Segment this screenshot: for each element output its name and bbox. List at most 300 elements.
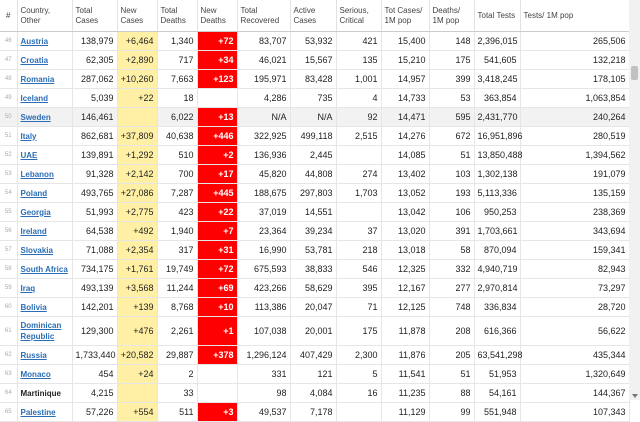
- serious-critical-cell: 546: [336, 260, 381, 279]
- country-link[interactable]: South Africa: [20, 264, 68, 274]
- total-cases-cell: 138,979: [72, 32, 117, 51]
- new-cases-cell: +27,086: [117, 184, 157, 203]
- row-number: 50: [0, 108, 17, 127]
- new-deaths-cell: [197, 365, 237, 384]
- country-link[interactable]: Russia: [20, 350, 47, 360]
- total-deaths-cell: 8,768: [157, 298, 197, 317]
- table-row: [0, 317, 629, 346]
- tests-per-1m-cell: 144,367: [520, 384, 629, 403]
- total-deaths-cell: 2: [157, 365, 197, 384]
- new-deaths-cell: +69: [197, 279, 237, 298]
- serious-critical-cell: 1,703: [336, 184, 381, 203]
- table-body: [0, 32, 629, 422]
- table-header-row: [0, 0, 629, 32]
- row-number: 56: [0, 222, 17, 241]
- tot-cases-per-1m-cell: 12,125: [381, 298, 429, 317]
- row-number: 48: [0, 70, 17, 89]
- row-number: 59: [0, 279, 17, 298]
- country-link[interactable]: Slovakia: [20, 245, 53, 255]
- total-cases-cell: 146,461: [72, 108, 117, 127]
- row-number: 57: [0, 241, 17, 260]
- tests-per-1m-cell: 73,297: [520, 279, 629, 298]
- total-tests-cell: 2,396,015: [474, 32, 520, 51]
- total-cases-cell: 5,039: [72, 89, 117, 108]
- header-deaths-per-1m[interactable]: Deaths/ 1M pop: [429, 0, 474, 32]
- deaths-per-1m-cell: 748: [429, 298, 474, 317]
- new-cases-cell: +3,568: [117, 279, 157, 298]
- total-cases-cell: 493,139: [72, 279, 117, 298]
- total-tests-cell: 870,094: [474, 241, 520, 260]
- country-cell: [17, 32, 72, 51]
- vertical-scrollbar[interactable]: [629, 0, 640, 400]
- new-deaths-cell: +3: [197, 403, 237, 422]
- table-row: [0, 89, 629, 108]
- total-cases-cell: 493,765: [72, 184, 117, 203]
- total-deaths-cell: 2,261: [157, 317, 197, 346]
- row-number: 61: [0, 317, 17, 346]
- tot-cases-per-1m-cell: 15,400: [381, 32, 429, 51]
- tot-cases-per-1m-cell: 14,733: [381, 89, 429, 108]
- new-deaths-cell: +17: [197, 165, 237, 184]
- total-tests-cell: 54,161: [474, 384, 520, 403]
- tot-cases-per-1m-cell: 11,235: [381, 384, 429, 403]
- total-recovered-cell: 136,936: [237, 146, 290, 165]
- total-deaths-cell: 6,022: [157, 108, 197, 127]
- new-cases-cell: +22: [117, 89, 157, 108]
- tests-per-1m-cell: 107,343: [520, 403, 629, 422]
- tot-cases-per-1m-cell: 11,129: [381, 403, 429, 422]
- table-row: [0, 279, 629, 298]
- tests-per-1m-cell: 178,105: [520, 70, 629, 89]
- serious-critical-cell: 175: [336, 317, 381, 346]
- active-cases-cell: 4,084: [290, 384, 336, 403]
- total-deaths-cell: 717: [157, 51, 197, 70]
- total-cases-cell: 129,300: [72, 317, 117, 346]
- new-cases-cell: +139: [117, 298, 157, 317]
- tot-cases-per-1m-cell: 15,210: [381, 51, 429, 70]
- deaths-per-1m-cell: 148: [429, 32, 474, 51]
- active-cases-cell: 53,932: [290, 32, 336, 51]
- active-cases-cell: 20,047: [290, 298, 336, 317]
- serious-critical-cell: 2,515: [336, 127, 381, 146]
- new-deaths-cell: +22: [197, 203, 237, 222]
- header-country[interactable]: Country, Other: [17, 0, 72, 32]
- total-deaths-cell: 40,638: [157, 127, 197, 146]
- table-row: [0, 260, 629, 279]
- new-deaths-cell: +2: [197, 146, 237, 165]
- total-recovered-cell: 16,990: [237, 241, 290, 260]
- table-row: [0, 241, 629, 260]
- deaths-per-1m-cell: 99: [429, 403, 474, 422]
- new-deaths-cell: +1: [197, 317, 237, 346]
- header-serious-critical[interactable]: Serious, Critical: [336, 0, 381, 32]
- total-deaths-cell: 700: [157, 165, 197, 184]
- total-cases-cell: 91,328: [72, 165, 117, 184]
- active-cases-cell: 735: [290, 89, 336, 108]
- tests-per-1m-cell: 240,264: [520, 108, 629, 127]
- total-tests-cell: 336,834: [474, 298, 520, 317]
- country-cell: [17, 241, 72, 260]
- table-row: [0, 222, 629, 241]
- total-deaths-cell: 317: [157, 241, 197, 260]
- deaths-per-1m-cell: 193: [429, 184, 474, 203]
- serious-critical-cell: 16: [336, 384, 381, 403]
- deaths-per-1m-cell: 106: [429, 203, 474, 222]
- row-number: 62: [0, 346, 17, 365]
- deaths-per-1m-cell: 672: [429, 127, 474, 146]
- new-deaths-cell: +72: [197, 32, 237, 51]
- total-tests-cell: 2,431,770: [474, 108, 520, 127]
- row-number: 55: [0, 203, 17, 222]
- table-row: [0, 51, 629, 70]
- total-tests-cell: 950,253: [474, 203, 520, 222]
- tot-cases-per-1m-cell: 11,541: [381, 365, 429, 384]
- total-deaths-cell: 29,887: [157, 346, 197, 365]
- country-link[interactable]: Poland: [20, 188, 48, 198]
- serious-critical-cell: 4: [336, 89, 381, 108]
- total-cases-cell: 734,175: [72, 260, 117, 279]
- row-number: 63: [0, 365, 17, 384]
- serious-critical-cell: 274: [336, 165, 381, 184]
- new-deaths-cell: +378: [197, 346, 237, 365]
- table-row: [0, 203, 629, 222]
- total-cases-cell: 71,088: [72, 241, 117, 260]
- country-name: Martinique: [20, 388, 61, 398]
- country-link[interactable]: Dominican Republic: [20, 321, 62, 341]
- new-cases-cell: +2,775: [117, 203, 157, 222]
- new-cases-cell: +20,582: [117, 346, 157, 365]
- total-recovered-cell: 49,537: [237, 403, 290, 422]
- active-cases-cell: 38,833: [290, 260, 336, 279]
- tot-cases-per-1m-cell: 13,042: [381, 203, 429, 222]
- header-total-recovered[interactable]: Total Recovered: [237, 0, 290, 32]
- country-cell: [17, 89, 72, 108]
- new-deaths-cell: +446: [197, 127, 237, 146]
- deaths-per-1m-cell: 595: [429, 108, 474, 127]
- serious-critical-cell: 5: [336, 365, 381, 384]
- total-cases-cell: 57,226: [72, 403, 117, 422]
- total-tests-cell: 3,418,245: [474, 70, 520, 89]
- deaths-per-1m-cell: 51: [429, 365, 474, 384]
- header-new-cases[interactable]: New Cases: [117, 0, 157, 32]
- tests-per-1m-cell: 28,720: [520, 298, 629, 317]
- tests-per-1m-cell: 132,218: [520, 51, 629, 70]
- new-deaths-cell: +7: [197, 222, 237, 241]
- country-link[interactable]: Monaco: [20, 369, 51, 379]
- total-recovered-cell: 46,021: [237, 51, 290, 70]
- total-tests-cell: 4,940,719: [474, 260, 520, 279]
- active-cases-cell: 44,808: [290, 165, 336, 184]
- tot-cases-per-1m-cell: 13,020: [381, 222, 429, 241]
- total-tests-cell: 1,703,661: [474, 222, 520, 241]
- total-recovered-cell: 322,925: [237, 127, 290, 146]
- total-deaths-cell: 18: [157, 89, 197, 108]
- tot-cases-per-1m-cell: 13,402: [381, 165, 429, 184]
- new-deaths-cell: +123: [197, 70, 237, 89]
- deaths-per-1m-cell: 205: [429, 346, 474, 365]
- country-cell: [17, 70, 72, 89]
- new-cases-cell: +24: [117, 365, 157, 384]
- new-cases-cell: +37,809: [117, 127, 157, 146]
- active-cases-cell: 407,429: [290, 346, 336, 365]
- header-active-cases[interactable]: Active Cases: [290, 0, 336, 32]
- new-cases-cell: +2,354: [117, 241, 157, 260]
- tests-per-1m-cell: 1,394,562: [520, 146, 629, 165]
- serious-critical-cell: 421: [336, 32, 381, 51]
- country-link[interactable]: Ireland: [20, 226, 47, 236]
- header-rank[interactable]: #: [0, 0, 17, 32]
- header-total-cases[interactable]: Total Cases: [72, 0, 117, 32]
- active-cases-cell: 7,178: [290, 403, 336, 422]
- total-cases-cell: 139,891: [72, 146, 117, 165]
- serious-critical-cell: 1,001: [336, 70, 381, 89]
- tot-cases-per-1m-cell: 11,878: [381, 317, 429, 346]
- new-cases-cell: +2,890: [117, 51, 157, 70]
- tests-per-1m-cell: 280,519: [520, 127, 629, 146]
- new-deaths-cell: +72: [197, 260, 237, 279]
- country-cell: [17, 127, 72, 146]
- tests-per-1m-cell: 343,694: [520, 222, 629, 241]
- total-deaths-cell: 11,244: [157, 279, 197, 298]
- tot-cases-per-1m-cell: 14,276: [381, 127, 429, 146]
- new-cases-cell: +2,142: [117, 165, 157, 184]
- row-number: 51: [0, 127, 17, 146]
- total-recovered-cell: 37,019: [237, 203, 290, 222]
- new-cases-cell: +492: [117, 222, 157, 241]
- header-total-tests[interactable]: Total Tests: [474, 0, 520, 32]
- table-row: [0, 365, 629, 384]
- serious-critical-cell: 395: [336, 279, 381, 298]
- new-cases-cell: +6,464: [117, 32, 157, 51]
- table-row: [0, 146, 629, 165]
- total-cases-cell: 4,215: [72, 384, 117, 403]
- country-cell: [17, 108, 72, 127]
- table-row: [0, 108, 629, 127]
- deaths-per-1m-cell: 208: [429, 317, 474, 346]
- total-recovered-cell: 45,820: [237, 165, 290, 184]
- total-recovered-cell: 4,286: [237, 89, 290, 108]
- country-cell: [17, 403, 72, 422]
- total-cases-cell: 862,681: [72, 127, 117, 146]
- tests-per-1m-cell: 1,320,649: [520, 365, 629, 384]
- total-cases-cell: 1,733,440: [72, 346, 117, 365]
- serious-critical-cell: 71: [336, 298, 381, 317]
- row-number: 64: [0, 384, 17, 403]
- header-tests-per-1m[interactable]: Tests/ 1M pop: [520, 0, 629, 32]
- country-cell: [17, 146, 72, 165]
- deaths-per-1m-cell: 51: [429, 146, 474, 165]
- deaths-per-1m-cell: 391: [429, 222, 474, 241]
- total-tests-cell: 63,541,298: [474, 346, 520, 365]
- row-number: 60: [0, 298, 17, 317]
- tot-cases-per-1m-cell: 14,957: [381, 70, 429, 89]
- active-cases-cell: 20,001: [290, 317, 336, 346]
- tot-cases-per-1m-cell: 12,325: [381, 260, 429, 279]
- country-link[interactable]: Lebanon: [20, 169, 54, 179]
- total-tests-cell: 551,948: [474, 403, 520, 422]
- tot-cases-per-1m-cell: 11,876: [381, 346, 429, 365]
- new-deaths-cell: +13: [197, 108, 237, 127]
- total-recovered-cell: N/A: [237, 108, 290, 127]
- total-recovered-cell: 423,266: [237, 279, 290, 298]
- new-cases-cell: +1,761: [117, 260, 157, 279]
- serious-critical-cell: [336, 146, 381, 165]
- country-link[interactable]: Iraq: [20, 283, 36, 293]
- total-deaths-cell: 1,940: [157, 222, 197, 241]
- active-cases-cell: 83,428: [290, 70, 336, 89]
- table-row: [0, 384, 629, 403]
- total-tests-cell: 5,113,336: [474, 184, 520, 203]
- active-cases-cell: 297,803: [290, 184, 336, 203]
- new-cases-cell: +554: [117, 403, 157, 422]
- deaths-per-1m-cell: 277: [429, 279, 474, 298]
- country-cell: [17, 184, 72, 203]
- new-cases-cell: +10,260: [117, 70, 157, 89]
- serious-critical-cell: 135: [336, 51, 381, 70]
- active-cases-cell: 14,551: [290, 203, 336, 222]
- country-cell: [17, 298, 72, 317]
- country-link[interactable]: Croatia: [20, 55, 49, 65]
- total-tests-cell: 363,854: [474, 89, 520, 108]
- total-cases-cell: 51,993: [72, 203, 117, 222]
- total-deaths-cell: 7,287: [157, 184, 197, 203]
- total-tests-cell: 13,850,488: [474, 146, 520, 165]
- new-deaths-cell: [197, 89, 237, 108]
- deaths-per-1m-cell: 399: [429, 70, 474, 89]
- new-cases-cell: [117, 384, 157, 403]
- total-recovered-cell: 23,364: [237, 222, 290, 241]
- country-cell: [17, 51, 72, 70]
- header-tot-cases-per-1m[interactable]: Tot Cases/ 1M pop: [381, 0, 429, 32]
- tot-cases-per-1m-cell: 12,167: [381, 279, 429, 298]
- row-number: 52: [0, 146, 17, 165]
- total-cases-cell: 64,538: [72, 222, 117, 241]
- active-cases-cell: 58,629: [290, 279, 336, 298]
- country-cell: [17, 279, 72, 298]
- total-deaths-cell: 511: [157, 403, 197, 422]
- row-number: 65: [0, 403, 17, 422]
- scroll-down-arrow-icon[interactable]: [632, 394, 638, 398]
- scrollbar-thumb[interactable]: [631, 66, 638, 80]
- new-deaths-cell: +445: [197, 184, 237, 203]
- country-link[interactable]: UAE: [20, 150, 38, 160]
- total-deaths-cell: 423: [157, 203, 197, 222]
- total-recovered-cell: 113,386: [237, 298, 290, 317]
- country-link[interactable]: Iceland: [20, 93, 49, 103]
- tot-cases-per-1m-cell: 14,085: [381, 146, 429, 165]
- country-cell: [17, 260, 72, 279]
- tests-per-1m-cell: 159,341: [520, 241, 629, 260]
- total-cases-cell: 142,201: [72, 298, 117, 317]
- country-cell: [17, 165, 72, 184]
- country-cell: [17, 346, 72, 365]
- new-cases-cell: +476: [117, 317, 157, 346]
- row-number: 49: [0, 89, 17, 108]
- new-deaths-cell: +10: [197, 298, 237, 317]
- new-deaths-cell: [197, 384, 237, 403]
- total-tests-cell: 541,605: [474, 51, 520, 70]
- row-number: 53: [0, 165, 17, 184]
- deaths-per-1m-cell: 58: [429, 241, 474, 260]
- table-row: [0, 165, 629, 184]
- total-cases-cell: 287,062: [72, 70, 117, 89]
- table-row: [0, 184, 629, 203]
- header-total-deaths[interactable]: Total Deaths: [157, 0, 197, 32]
- active-cases-cell: 2,445: [290, 146, 336, 165]
- tests-per-1m-cell: 435,344: [520, 346, 629, 365]
- row-number: 47: [0, 51, 17, 70]
- total-recovered-cell: 1,296,124: [237, 346, 290, 365]
- tests-per-1m-cell: 1,063,854: [520, 89, 629, 108]
- total-cases-cell: 454: [72, 365, 117, 384]
- tot-cases-per-1m-cell: 13,018: [381, 241, 429, 260]
- deaths-per-1m-cell: 53: [429, 89, 474, 108]
- new-cases-cell: +1,292: [117, 146, 157, 165]
- tests-per-1m-cell: 265,506: [520, 32, 629, 51]
- row-number: 54: [0, 184, 17, 203]
- table-row: [0, 127, 629, 146]
- active-cases-cell: 39,234: [290, 222, 336, 241]
- table-row: [0, 32, 629, 51]
- total-tests-cell: 1,302,138: [474, 165, 520, 184]
- total-recovered-cell: 188,675: [237, 184, 290, 203]
- row-number: 46: [0, 32, 17, 51]
- country-cell: [17, 384, 72, 403]
- deaths-per-1m-cell: 88: [429, 384, 474, 403]
- table-row: [0, 70, 629, 89]
- country-link[interactable]: Austria: [20, 36, 49, 46]
- active-cases-cell: 53,781: [290, 241, 336, 260]
- serious-critical-cell: 218: [336, 241, 381, 260]
- tests-per-1m-cell: 82,943: [520, 260, 629, 279]
- country-cell: [17, 317, 72, 346]
- total-recovered-cell: 675,593: [237, 260, 290, 279]
- tot-cases-per-1m-cell: 13,052: [381, 184, 429, 203]
- country-link[interactable]: Sweden: [20, 112, 51, 122]
- new-deaths-cell: +34: [197, 51, 237, 70]
- header-new-deaths[interactable]: New Deaths: [197, 0, 237, 32]
- row-number: 58: [0, 260, 17, 279]
- serious-critical-cell: 37: [336, 222, 381, 241]
- active-cases-cell: 121: [290, 365, 336, 384]
- tot-cases-per-1m-cell: 14,471: [381, 108, 429, 127]
- total-tests-cell: 51,953: [474, 365, 520, 384]
- country-link[interactable]: Palestine: [20, 407, 56, 417]
- deaths-per-1m-cell: 175: [429, 51, 474, 70]
- country-link[interactable]: Bolivia: [20, 302, 47, 312]
- total-deaths-cell: 1,340: [157, 32, 197, 51]
- total-tests-cell: 2,970,814: [474, 279, 520, 298]
- country-cell: [17, 365, 72, 384]
- new-deaths-cell: +31: [197, 241, 237, 260]
- total-tests-cell: 16,951,896: [474, 127, 520, 146]
- country-link[interactable]: Georgia: [20, 207, 51, 217]
- total-deaths-cell: 7,663: [157, 70, 197, 89]
- total-deaths-cell: 19,749: [157, 260, 197, 279]
- total-recovered-cell: 98: [237, 384, 290, 403]
- serious-critical-cell: 2,300: [336, 346, 381, 365]
- total-recovered-cell: 83,707: [237, 32, 290, 51]
- total-recovered-cell: 107,038: [237, 317, 290, 346]
- total-deaths-cell: 33: [157, 384, 197, 403]
- tests-per-1m-cell: 135,159: [520, 184, 629, 203]
- active-cases-cell: 15,567: [290, 51, 336, 70]
- table-row: [0, 403, 629, 422]
- country-link[interactable]: Romania: [20, 74, 55, 84]
- total-tests-cell: 616,366: [474, 317, 520, 346]
- country-link[interactable]: Italy: [20, 131, 37, 141]
- table-row: [0, 346, 629, 365]
